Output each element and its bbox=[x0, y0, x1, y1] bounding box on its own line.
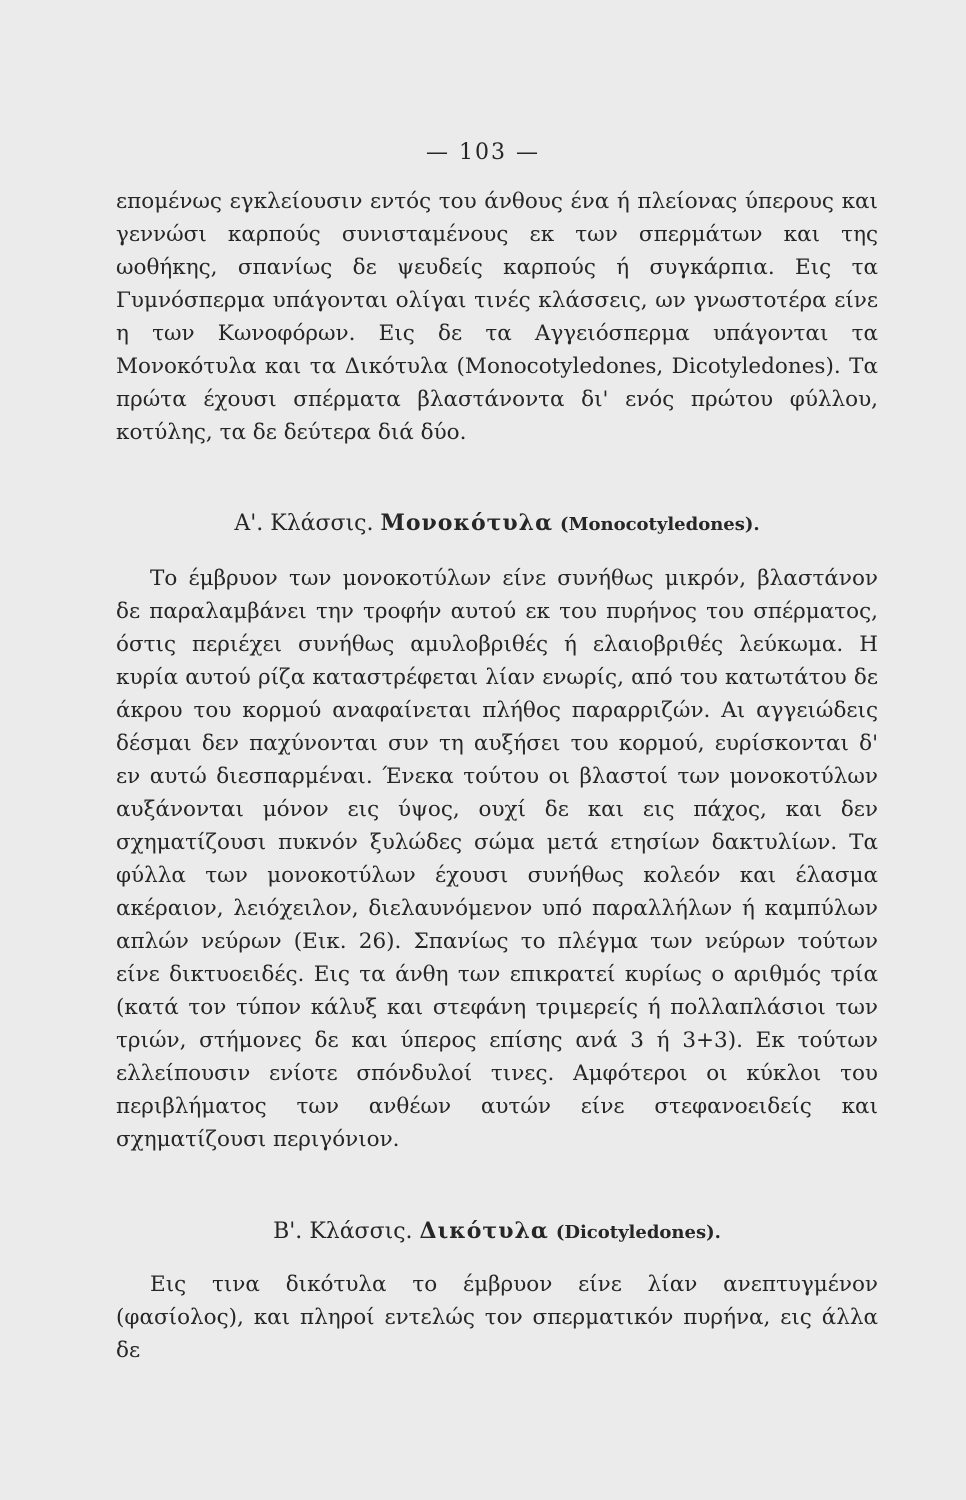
section-heading-monocotyledones bbox=[116, 510, 878, 536]
section-a-title: Μονοκότυλα bbox=[380, 510, 554, 536]
intro-paragraph: επομένως εγκλείουσιν εντός του άνθους ένα ή πλείονας ύπερους και γεννώσι καρπούς συνισταμένους εκ των σπερμάτων και της ωοθήκης, σπανίως δε ψευδείς καρπούς ή συγκάρπια. Εις τα Γυμνόσπερμα υπάγονται ολίγαι τινές κλάσσεις, ων γνωστοτέρα είνε η των Κωνοφόρων. Εις δε τα Αγγειόσπερμα υπάγονται τα Μονοκότυλα και τα Δικότυλα (Monocotyledones, Dicotyledones). Τα πρώτα έχουσι σπέρματα βλαστάνοντα δι' ενός πρώτου φύλλου, κοτύλης, τα δε δεύτερα διά δύο. bbox=[116, 189, 878, 445]
section-a-paragraph-block bbox=[116, 562, 878, 1156]
section-b-number: Β'. bbox=[273, 1219, 303, 1244]
intro-paragraph-block bbox=[116, 185, 878, 449]
section-a-paragraph: Το έμβρυον των μονοκοτύλων είνε συνήθως μικρόν, βλαστάνον δε παραλαμβάνει την τροφήν αυτού εκ του πυρήνος του σπέρματος, όστις περιέχει συνήθως αμυλοβριθές ή ελαιοβριθές λεύκωμα. Η κυρία αυτού ρίζα καταστρέφεται λίαν ενωρίς, από του κατωτάτου δε άκρου του κορμού αναφαίνεται πλήθος παραρριζών. Αι αγγειώδεις δέσμαι δεν παχύνονται συν τη αυξήσει του κορμού, ευρίσκονται δ' εν αυτώ διεσπαρμέναι. Ένεκα τούτου οι βλαστοί των μονοκοτύλων αυξάνονται μόνον εις ύψος, ουχί δε και εις πάχος, και δεν σχηματίζουσι πυκνόν ξυλώδες σώμα μετά ετησίων δακτυλίων. Τα φύλλα των μονοκοτύλων έχουσι συνήθως κολεόν και έλασμα ακέραιον, λειόχειλον, διελαυνόμενον υπό παραλλήλων ή καμπύλων απλών νεύρων (Εικ. 26). Σπανίως το πλέγμα των νεύρων τούτων είνε δικτυοειδές. Εις τα άνθη των επικρατεί κυρίως ο αριθμός τρία (κατά τον τύπον κάλυξ και στεφάνη τριμερείς ή πολλαπλάσιοι των τριών, στήμονες δε και ύπερος επίσης ανά 3 ή 3+3). Εκ τούτων ελλείπουσιν ενίοτε σπόνδυλοί τινες. Αμφότεροι οι κύκλοι του περιβλήματος των ανθέων αυτών είνε στεφανοειδείς και σχηματίζουσι περιγόνιον. bbox=[116, 566, 878, 1152]
section-b-paragraph: Εις τινα δικότυλα το έμβρυον είνε λίαν ανεπτυγμένον (φασίολος), και πληροί εντελώς τον σπερματικόν πυρήνα, εις άλλα δε bbox=[116, 1272, 878, 1363]
page-number: — 103 — bbox=[426, 140, 540, 165]
section-a-latin: (Monocotyledones). bbox=[560, 514, 760, 535]
section-a-label: Κλάσσις. bbox=[270, 511, 374, 536]
section-a-number: Α'. bbox=[234, 511, 264, 536]
section-b-paragraph-block bbox=[116, 1268, 878, 1367]
section-b-label: Κλάσσις. bbox=[309, 1219, 413, 1244]
section-heading-dicotyledones bbox=[116, 1218, 878, 1244]
section-b-latin: (Dicotyledones). bbox=[555, 1222, 721, 1243]
section-b-title: Δικότυλα bbox=[419, 1218, 549, 1244]
